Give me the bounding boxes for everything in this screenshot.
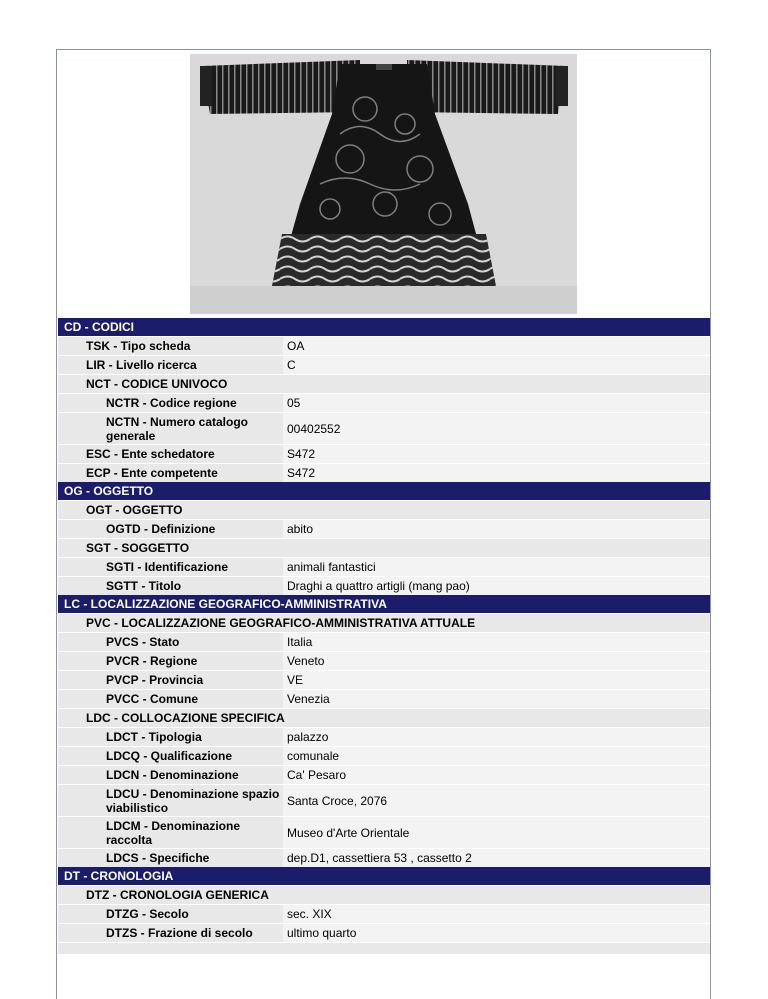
field-label: LDCM - Denominazione raccolta xyxy=(58,817,283,848)
field-value: OA xyxy=(283,337,710,355)
field-value: Italia xyxy=(283,633,710,651)
field-value: Ca' Pesaro xyxy=(283,766,710,784)
field-esc xyxy=(58,444,710,463)
field-label: PVCS - Stato xyxy=(58,633,283,651)
group-dtz: DTZ - CRONOLOGIA GENERICA xyxy=(58,885,710,904)
field-label: LIR - Livello ricerca xyxy=(58,356,283,374)
field-label: LDCU - Denominazione spazio viabilistico xyxy=(58,785,283,816)
field-value: VE xyxy=(283,671,710,689)
field-value: ultimo quarto xyxy=(283,924,710,942)
section-cd: CD - CODICI xyxy=(58,318,710,336)
field-label: NCTR - Codice regione xyxy=(58,394,283,412)
field-label: SGTI - Identificazione xyxy=(58,558,283,576)
field-label: PVCC - Comune xyxy=(58,690,283,708)
group-ogt: OGT - OGGETTO xyxy=(58,500,710,519)
field-label: LDCS - Specifiche xyxy=(58,849,283,867)
field-label: ECP - Ente competente xyxy=(58,464,283,482)
field-nctn xyxy=(58,412,710,444)
field-dtzg xyxy=(58,904,710,923)
group-pvc: PVC - LOCALIZZAZIONE GEOGRAFICO-AMMINISTRATIVA ATTUALE xyxy=(58,613,710,632)
field-label: NCTN - Numero catalogo generale xyxy=(58,413,283,444)
catalog-sheet xyxy=(56,49,711,999)
section-lc: LC - LOCALIZZAZIONE GEOGRAFICO-AMMINISTRATIVA xyxy=(58,595,710,613)
field-ldct xyxy=(58,727,710,746)
robe-image xyxy=(190,54,577,314)
group-ldc: LDC - COLLOCAZIONE SPECIFICA xyxy=(58,708,710,727)
field-label: OGTD - Definizione xyxy=(58,520,283,538)
table-tail xyxy=(58,942,710,954)
field-value: S472 xyxy=(283,445,710,463)
field-value: C xyxy=(283,356,710,374)
field-value: 00402552 xyxy=(283,413,710,444)
robe-photo xyxy=(190,54,577,314)
field-value: comunale xyxy=(283,747,710,765)
field-ecp xyxy=(58,463,710,482)
field-lir xyxy=(58,355,710,374)
field-ldcs xyxy=(58,848,710,867)
section-og: OG - OGGETTO xyxy=(58,482,710,500)
field-ldcu xyxy=(58,784,710,816)
field-value: abito xyxy=(283,520,710,538)
field-value: Veneto xyxy=(283,652,710,670)
field-pvcc xyxy=(58,689,710,708)
field-pvcr xyxy=(58,651,710,670)
field-ldcm xyxy=(58,816,710,848)
field-pvcs xyxy=(58,632,710,651)
field-tsk xyxy=(58,336,710,355)
field-label: LDCN - Denominazione xyxy=(58,766,283,784)
field-label: TSK - Tipo scheda xyxy=(58,337,283,355)
field-label: LDCQ - Qualificazione xyxy=(58,747,283,765)
field-label: LDCT - Tipologia xyxy=(58,728,283,746)
group-nct: NCT - CODICE UNIVOCO xyxy=(58,374,710,393)
field-label: DTZG - Secolo xyxy=(58,905,283,923)
field-value: animali fantastici xyxy=(283,558,710,576)
field-label: DTZS - Frazione di secolo xyxy=(58,924,283,942)
field-value: palazzo xyxy=(283,728,710,746)
field-value: Venezia xyxy=(283,690,710,708)
field-value: Draghi a quattro artigli (mang pao) xyxy=(283,577,710,595)
field-pvcp xyxy=(58,670,710,689)
field-value: Santa Croce, 2076 xyxy=(283,785,710,816)
field-value: dep.D1, cassettiera 53 , cassetto 2 xyxy=(283,849,710,867)
field-value: sec. XIX xyxy=(283,905,710,923)
field-label: ESC - Ente schedatore xyxy=(58,445,283,463)
field-value: 05 xyxy=(283,394,710,412)
field-label: PVCR - Regione xyxy=(58,652,283,670)
field-dtzs xyxy=(58,923,710,942)
group-sgt: SGT - SOGGETTO xyxy=(58,538,710,557)
field-label: SGTT - Titolo xyxy=(58,577,283,595)
field-value: Museo d'Arte Orientale xyxy=(283,817,710,848)
field-value: S472 xyxy=(283,464,710,482)
field-ogtd xyxy=(58,519,710,538)
field-label: PVCP - Provincia xyxy=(58,671,283,689)
field-sgtt xyxy=(58,576,710,595)
field-ldcq xyxy=(58,746,710,765)
field-ldcn xyxy=(58,765,710,784)
section-dt: DT - CRONOLOGIA xyxy=(58,867,710,885)
field-nctr xyxy=(58,393,710,412)
field-sgti xyxy=(58,557,710,576)
